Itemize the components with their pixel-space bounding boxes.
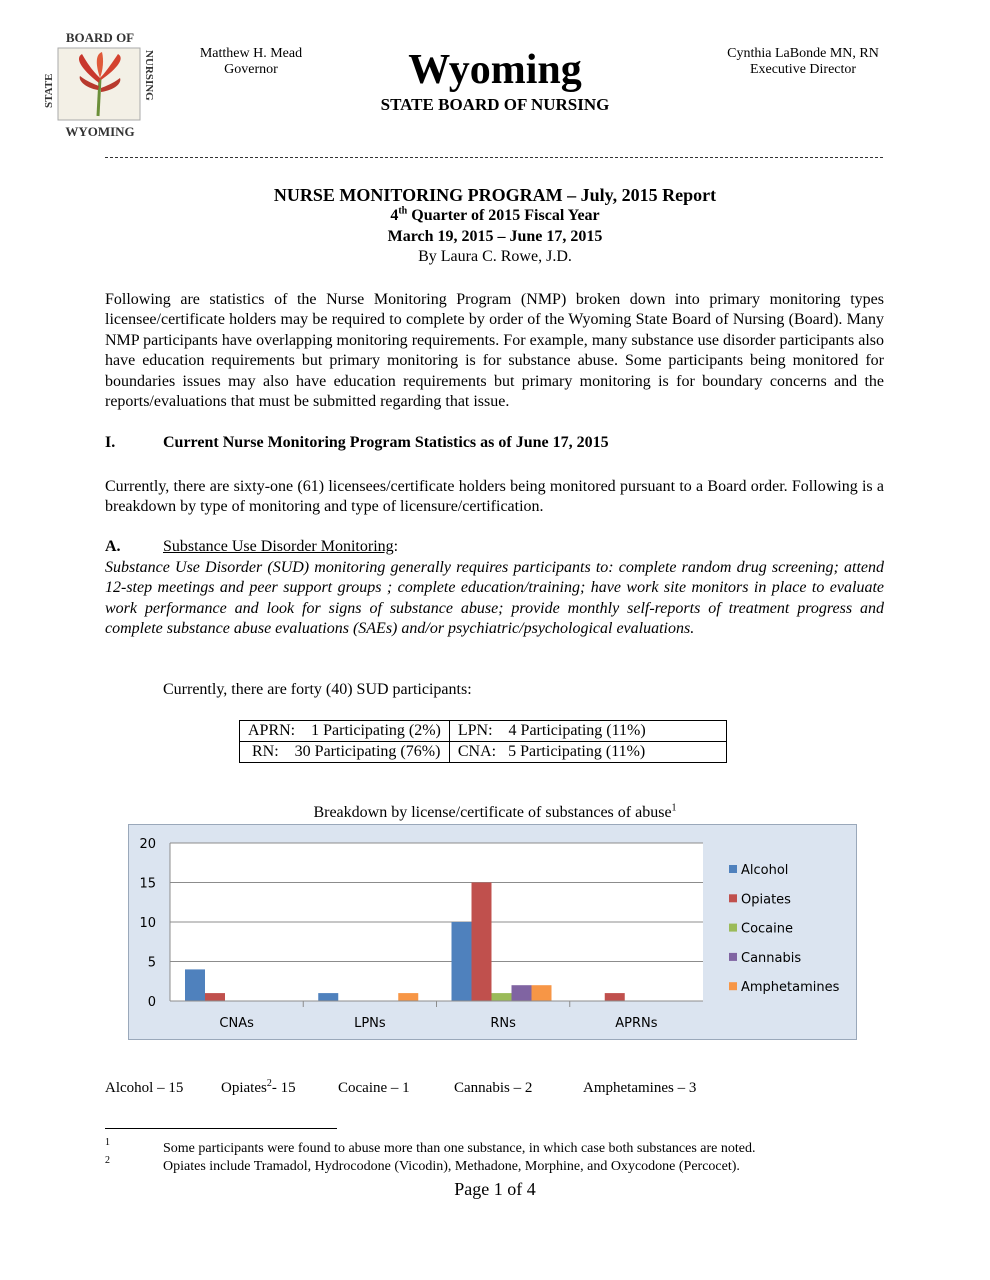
x-tick-label: RNs [490,1016,516,1031]
table-cell-rn: RN: 30 Participating (76%) [240,742,450,763]
legend-label: Opiates [741,892,791,908]
board-name: STATE BOARD OF NURSING [380,95,610,114]
bar [512,985,532,1001]
governor-name: Matthew H. Mead [199,46,303,61]
table-cell-lpn: LPN: 4 Participating (11%) [449,721,726,742]
section-a-letter: A. [105,538,121,555]
governor-block [186,46,316,78]
chart-caption [105,804,885,822]
legend-label: Amphetamines [741,980,840,996]
legend-label: Cannabis [741,950,802,966]
section-1-number: I. [105,434,116,451]
total-amphetamines: Amphetamines – 3 [583,1080,697,1096]
y-tick-label: 0 [147,995,156,1010]
section-1-body: Currently, there are sixty-one (61) licensees/certificate holders being monitored pursuant to a Board order. Following is a breakdown by type of monitoring and type of licensure/certification. [105,478,884,516]
y-tick-label: 10 [139,916,156,931]
substance-bar-chart [128,824,857,1040]
director-name: Cynthia LaBonde MN, RN [727,46,879,61]
bar [532,985,552,1001]
bar [492,993,512,1001]
bar [605,993,625,1001]
chart-caption-footnote-ref: 1 [671,802,677,814]
logo-wyoming-text: WYOMING [65,124,135,139]
table-cell-cna: CNA: 5 Participating (11%) [449,742,726,763]
chart-svg [129,825,856,1039]
x-tick-label: CNAs [219,1016,254,1031]
x-tick-label: LPNs [354,1016,386,1031]
bar [398,993,418,1001]
state-name: Wyoming [408,47,582,93]
y-tick-label: 20 [139,837,156,852]
table-cell-aprn: APRN: 1 Participating (2%) [240,721,450,742]
bar [318,993,338,1001]
page-number: Page 1 of 4 [454,1179,536,1199]
governor-title: Governor [224,62,278,77]
substance-totals [105,1080,696,1097]
x-tick-label: APRNs [615,1016,658,1031]
section-a-body: Substance Use Disorder (SUD) monitoring generally requires participants to: complete random drug screening; attend 12-step meetings and peer support groups ; complete education/training; have work site monitors in place to evaluate work performance and look for signs of substance abuse; provide monthly self-reports of treatment progress and complete substance abuse evaluations (SAEs) and/or psychiatric/psychological evaluations. [105,559,884,638]
quarter-text: Quarter of 2015 Fiscal Year [407,207,600,224]
quarter-number: 4 [390,207,399,224]
footnote-1-text: Some participants were found to abuse more than one substance, in which case both substances are noted. [163,1141,756,1156]
logo-board-of-text: BOARD OF [65,30,135,45]
total-alcohol: Alcohol – 15 [105,1080,184,1096]
footnote-2-text: Opiates include Tramadol, Hydrocodone (Vicodin), Methadone, Morphine, and Oxycodone (Percocet). [163,1159,740,1174]
chart-caption-text: Breakdown by license/certificate of substances of abuse [313,804,672,821]
logo-state-text: STATE [43,73,55,108]
sud-count-line: Currently, there are forty (40) SUD participants: [163,681,472,698]
bar [205,993,225,1001]
section-a-colon: : [393,538,399,555]
table-row [240,742,727,763]
legend-label: Alcohol [741,863,789,878]
footnote-divider [105,1128,337,1129]
report-title-block [105,184,885,267]
table-row [240,721,727,742]
director-title: Executive Director [749,62,857,77]
bar [452,922,472,1001]
legend-swatch [729,924,737,932]
header-divider [105,157,883,159]
legend-swatch [729,894,737,902]
y-tick-label: 15 [139,876,156,892]
bar [185,969,205,1001]
report-quarter [105,206,885,226]
section-1-title: Current Nurse Monitoring Program Statistics as of June 17, 2015 [163,434,609,451]
legend-swatch [729,982,737,990]
total-opiates-value: - 15 [271,1080,296,1096]
bar [472,883,492,1002]
quarter-superscript: th [398,205,408,217]
report-date-range: March 19, 2015 – June 17, 2015 [387,228,603,245]
sud-participants-table [239,720,727,763]
footnote-1-number: 1 [105,1137,110,1148]
total-opiates-footnote-ref: 2 [266,1078,272,1089]
director-block [713,46,893,78]
total-opiates-label: Opiates [221,1080,267,1096]
total-cocaine: Cocaine – 1 [338,1080,410,1096]
section-a-heading [163,538,398,556]
legend-swatch [729,953,737,961]
logo-nursing-text: NURSING [143,50,155,101]
total-opiates [221,1080,338,1097]
footnote-2-number: 2 [105,1155,110,1166]
report-author: By Laura C. Rowe, J.D. [418,248,572,265]
y-tick-label: 5 [147,955,156,971]
legend-label: Cocaine [741,921,793,937]
section-a-title: Substance Use Disorder Monitoring [163,538,394,555]
board-logo [40,28,160,140]
report-title: NURSE MONITORING PROGRAM – July, 2015 Report [273,185,717,205]
total-cannabis: Cannabis – 2 [454,1080,533,1096]
legend-swatch [729,865,737,873]
intro-paragraph: Following are statistics of the Nurse Monitoring Program (NMP) broken down into primary monitoring types licensee/certificate holders may be required to complete by order of the Wyoming State Board of Nursing (Board). Many NMP participants have overlapping monitoring requirements. For example, many substance use disorder participants also have education requirements but primary monitoring is for substance abuse. Some participants being monitored for boundaries issues may also have education requirements but primary monitoring is for boundary concerns and the reports/evaluations that must be submitted regarding that issue. [105,291,884,411]
